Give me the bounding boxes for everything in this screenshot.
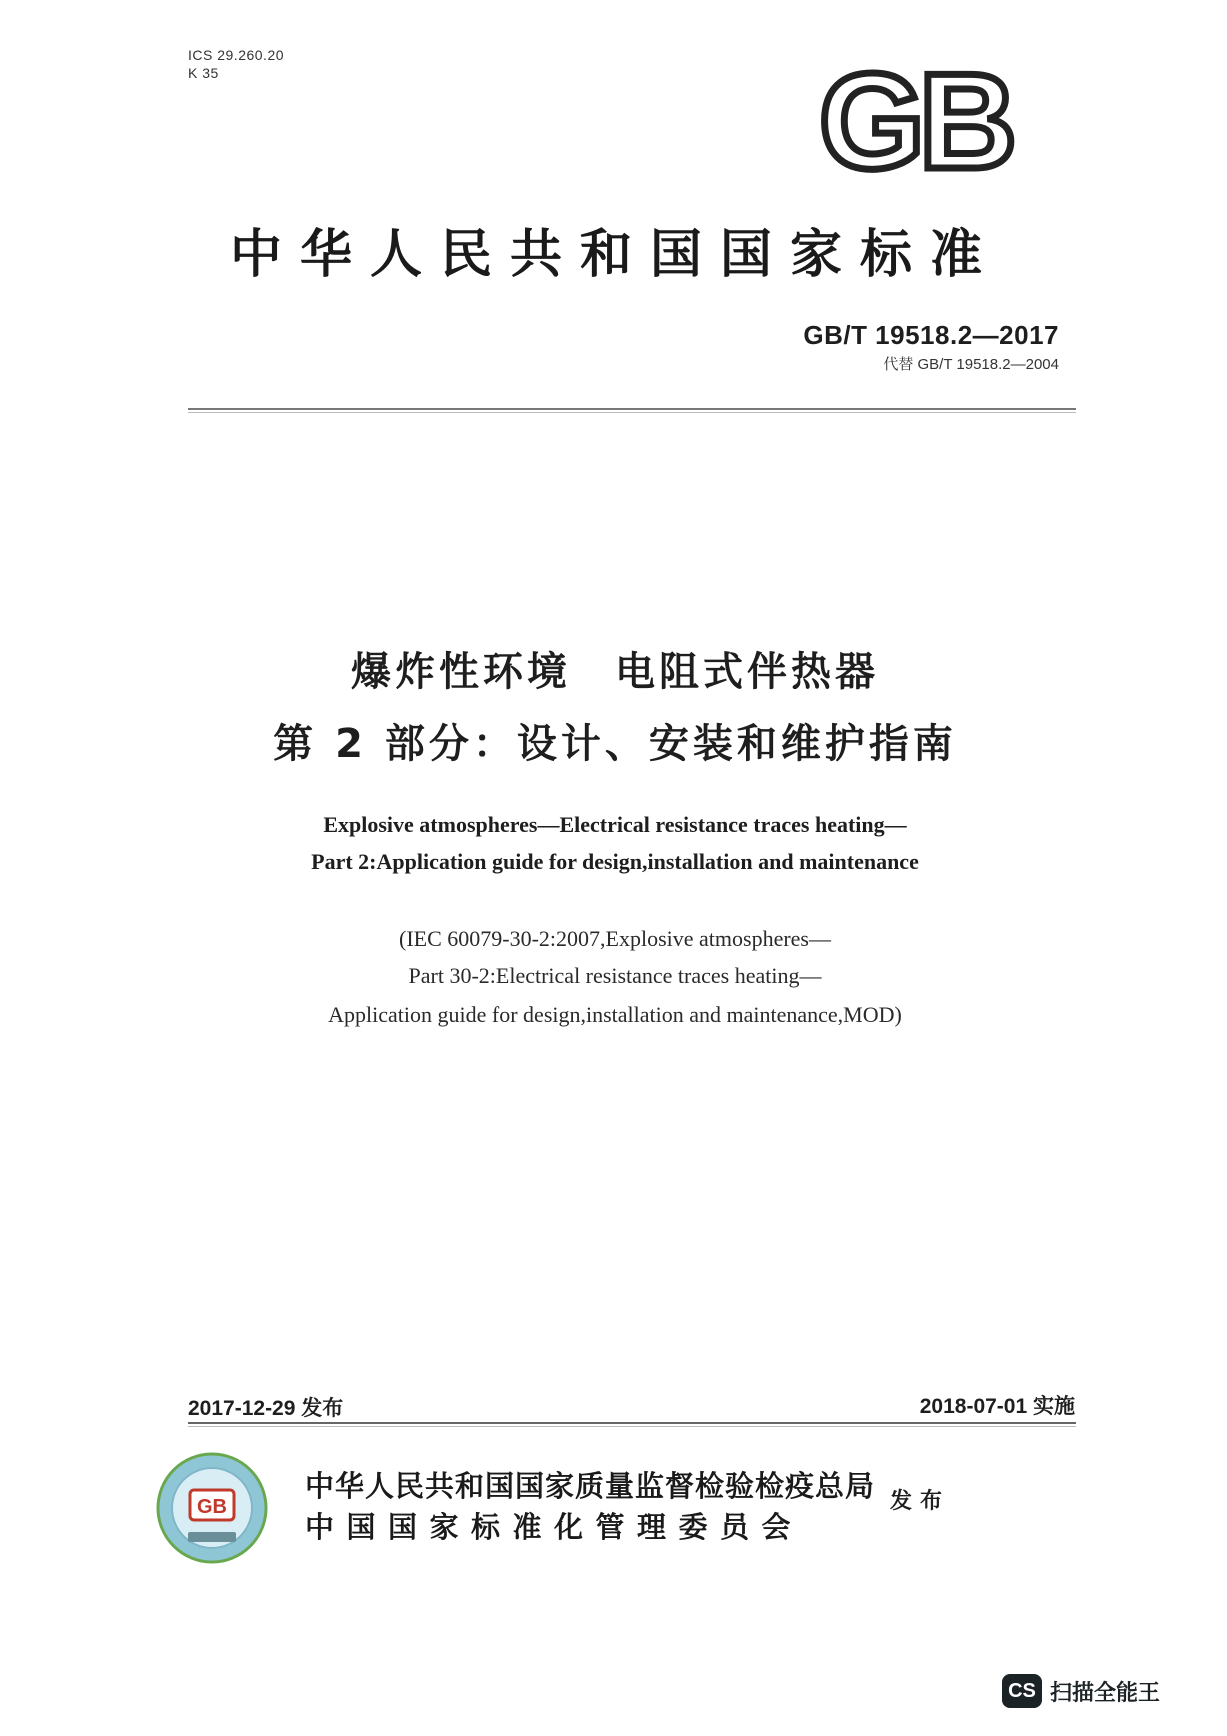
seal-text: GB xyxy=(197,1496,227,1518)
standards-seal-icon xyxy=(156,1452,268,1564)
camscanner-label: 扫描全能王 xyxy=(1050,1680,1161,1706)
gb-logo-text: GB xyxy=(819,56,1011,186)
standard-number: GB/T 19518.2—2017 xyxy=(803,320,1059,350)
effective-date: 2018-07-01 实施 xyxy=(919,1395,1075,1418)
title-cn-line1: 爆炸性环境 电阻式伴热器 xyxy=(351,649,879,695)
title-en-line1: Explosive atmospheres—Electrical resistance traces heating— xyxy=(323,812,907,837)
iec-reference-line2: Part 30-2:Electrical resistance traces heating— xyxy=(408,963,822,988)
ccs-code: K 35 xyxy=(188,65,219,81)
standard-number-block xyxy=(803,320,1059,374)
footer-divider xyxy=(188,1422,1076,1427)
classification-codes xyxy=(188,46,284,82)
camscanner-logo-icon: CS xyxy=(1002,1674,1042,1708)
iec-reference-line3: Application guide for design,installation and maintenance,MOD) xyxy=(328,1002,902,1027)
replaces-standard: 代替 GB/T 19518.2—2004 xyxy=(883,356,1059,373)
header-divider xyxy=(188,408,1076,413)
issuer-sac: 中国国家标准化管理委员会 xyxy=(305,1510,804,1544)
title-cn-line2: 第 2 部分：设计、安装和维护指南 xyxy=(273,721,957,767)
gb-logo xyxy=(800,56,1030,186)
iec-reference-line1: (IEC 60079-30-2:2007,Explosive atmospheres— xyxy=(399,926,831,951)
publish-label: 发布 xyxy=(890,1489,951,1514)
camscanner-watermark xyxy=(1002,1674,1160,1708)
title-en-line2: Part 2:Application guide for design,installation and maintenance xyxy=(311,849,919,874)
ics-code: ICS 29.260.20 xyxy=(188,47,285,63)
issuer-aqsiq: 中华人民共和国国家质量监督检验检疫总局 xyxy=(305,1469,876,1503)
issue-date: 2017-12-29 发布 xyxy=(188,1397,344,1420)
national-standard-title: 中华人民共和国国家标准 xyxy=(229,225,1000,285)
